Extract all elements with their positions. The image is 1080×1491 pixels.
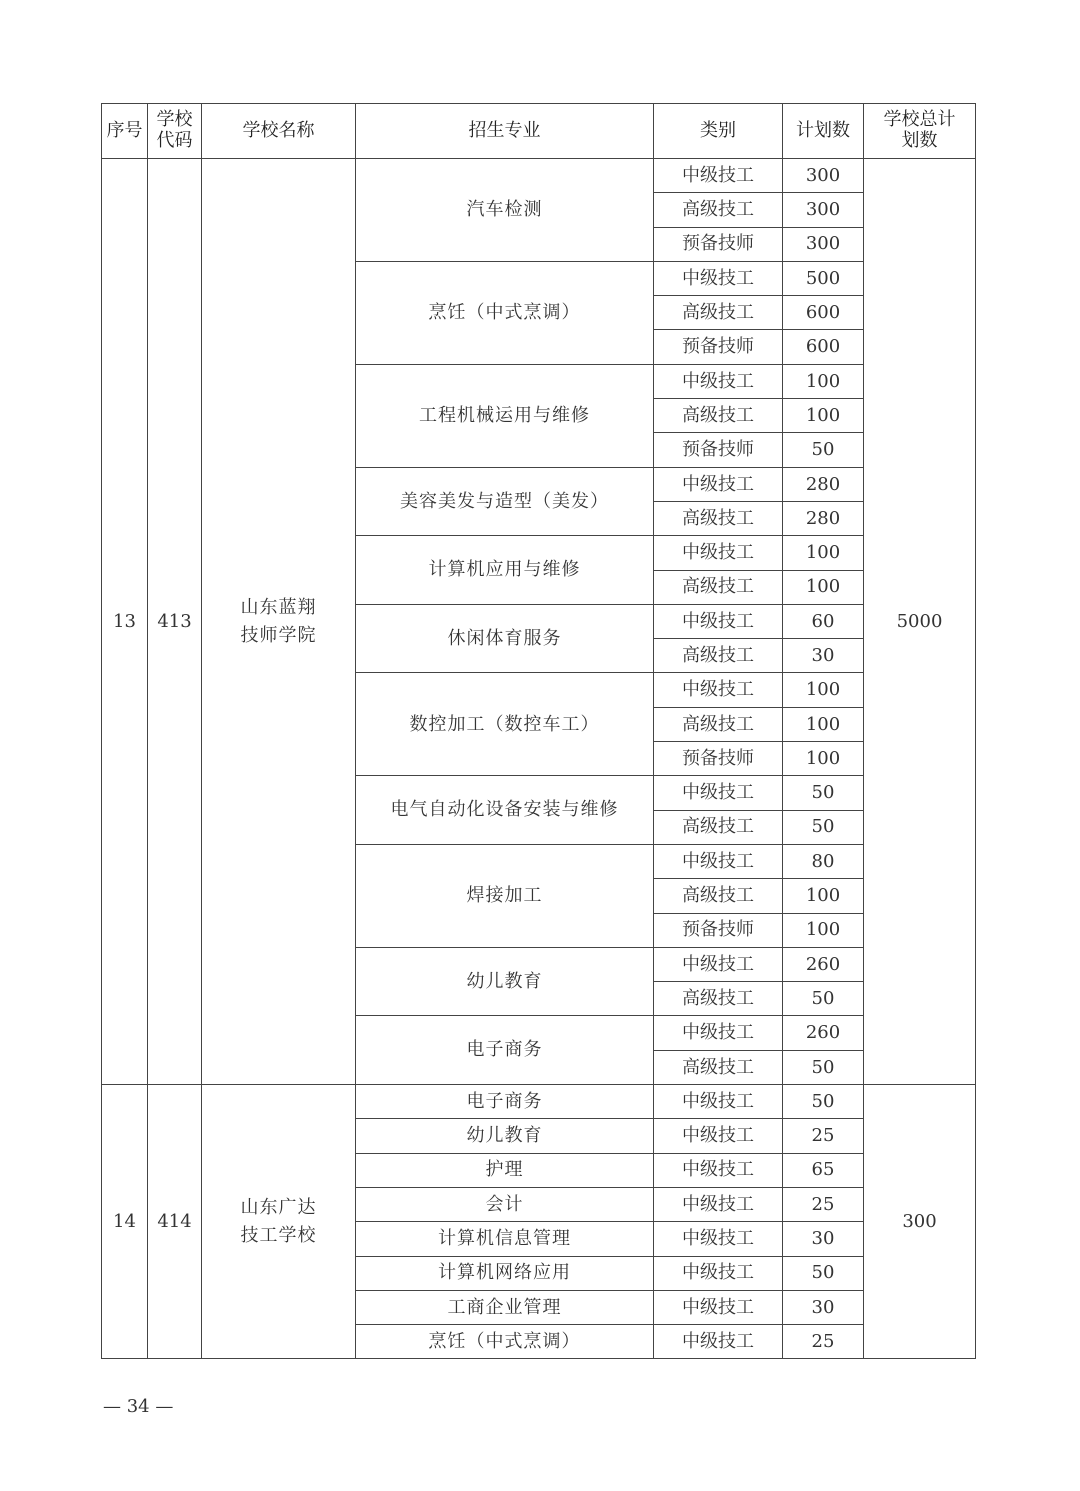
category-cell: 中级技工 <box>654 1085 783 1119</box>
table-row <box>102 1085 976 1119</box>
category-cell: 中级技工 <box>654 1153 783 1187</box>
category-cell: 中级技工 <box>654 1325 783 1359</box>
header-school-code <box>148 104 202 159</box>
category-cell: 中级技工 <box>654 159 783 193</box>
category-cell: 预备技师 <box>654 742 783 776</box>
major-cell: 工程机械运用与维修 <box>356 364 654 467</box>
enrollment-plan-table-container <box>101 103 976 1359</box>
category-cell: 预备技师 <box>654 227 783 261</box>
category-cell: 高级技工 <box>654 193 783 227</box>
plan-count-cell: 80 <box>783 844 864 878</box>
plan-count-cell: 50 <box>783 810 864 844</box>
plan-count-cell: 30 <box>783 639 864 673</box>
category-cell: 中级技工 <box>654 1290 783 1324</box>
plan-count-cell: 300 <box>783 193 864 227</box>
plan-count-cell: 100 <box>783 673 864 707</box>
plan-count-cell: 280 <box>783 501 864 535</box>
plan-count-cell: 30 <box>783 1290 864 1324</box>
plan-count-cell: 25 <box>783 1187 864 1221</box>
plan-count-cell: 260 <box>783 947 864 981</box>
major-cell: 数控加工（数控车工） <box>356 673 654 776</box>
school-name-cell <box>202 159 356 1085</box>
major-cell: 幼儿教育 <box>356 947 654 1016</box>
category-cell: 中级技工 <box>654 1222 783 1256</box>
header-seq: 序号 <box>102 104 148 159</box>
category-cell: 中级技工 <box>654 1119 783 1153</box>
plan-count-cell: 300 <box>783 159 864 193</box>
major-cell: 幼儿教育 <box>356 1119 654 1153</box>
major-cell: 汽车检测 <box>356 159 654 262</box>
plan-count-cell: 100 <box>783 742 864 776</box>
page-number: — 34 — <box>103 1396 174 1417</box>
category-cell: 中级技工 <box>654 947 783 981</box>
major-cell: 休闲体育服务 <box>356 604 654 673</box>
major-cell: 电子商务 <box>356 1016 654 1085</box>
category-cell: 高级技工 <box>654 810 783 844</box>
plan-count-cell: 600 <box>783 330 864 364</box>
plan-count-cell: 100 <box>783 399 864 433</box>
major-cell: 会计 <box>356 1187 654 1221</box>
category-cell: 中级技工 <box>654 776 783 810</box>
category-cell: 高级技工 <box>654 982 783 1016</box>
school-name-line-2: 技师学院 <box>240 624 317 646</box>
category-cell: 高级技工 <box>654 879 783 913</box>
category-cell: 高级技工 <box>654 639 783 673</box>
school-name-line-1: 山东广达 <box>240 1196 317 1218</box>
plan-count-cell: 100 <box>783 913 864 947</box>
plan-count-cell: 50 <box>783 1050 864 1084</box>
category-cell: 预备技师 <box>654 433 783 467</box>
table-body <box>102 159 976 1359</box>
school-name-line-1: 山东蓝翔 <box>240 596 317 618</box>
plan-count-cell: 50 <box>783 776 864 810</box>
plan-count-cell: 25 <box>783 1119 864 1153</box>
plan-count-cell: 100 <box>783 570 864 604</box>
school-total-cell: 5000 <box>864 159 976 1085</box>
plan-count-cell: 50 <box>783 433 864 467</box>
major-cell: 计算机应用与维修 <box>356 536 654 605</box>
major-cell: 护理 <box>356 1153 654 1187</box>
category-cell: 中级技工 <box>654 261 783 295</box>
category-cell: 高级技工 <box>654 707 783 741</box>
header-category: 类别 <box>654 104 783 159</box>
major-cell: 烹饪（中式烹调） <box>356 1325 654 1359</box>
category-cell: 中级技工 <box>654 673 783 707</box>
category-cell: 高级技工 <box>654 1050 783 1084</box>
seq-cell: 14 <box>102 1085 148 1359</box>
plan-count-cell: 500 <box>783 261 864 295</box>
category-cell: 高级技工 <box>654 296 783 330</box>
major-cell: 工商企业管理 <box>356 1290 654 1324</box>
category-cell: 预备技师 <box>654 330 783 364</box>
category-cell: 高级技工 <box>654 570 783 604</box>
plan-count-cell: 300 <box>783 227 864 261</box>
plan-count-cell: 600 <box>783 296 864 330</box>
plan-count-cell: 30 <box>783 1222 864 1256</box>
plan-count-cell: 50 <box>783 982 864 1016</box>
header-school-name: 学校名称 <box>202 104 356 159</box>
category-cell: 中级技工 <box>654 1256 783 1290</box>
major-cell: 计算机信息管理 <box>356 1222 654 1256</box>
category-cell: 高级技工 <box>654 501 783 535</box>
plan-count-cell: 60 <box>783 604 864 638</box>
major-cell: 电气自动化设备安装与维修 <box>356 776 654 845</box>
plan-count-cell: 25 <box>783 1325 864 1359</box>
header-row <box>102 104 976 159</box>
header-school-total <box>864 104 976 159</box>
plan-count-cell: 50 <box>783 1085 864 1119</box>
plan-count-cell: 100 <box>783 364 864 398</box>
major-cell: 烹饪（中式烹调） <box>356 261 654 364</box>
school-name-cell <box>202 1085 356 1359</box>
plan-count-cell: 100 <box>783 536 864 570</box>
header-major: 招生专业 <box>356 104 654 159</box>
plan-count-cell: 100 <box>783 879 864 913</box>
major-cell: 美容美发与造型（美发） <box>356 467 654 536</box>
plan-count-cell: 50 <box>783 1256 864 1290</box>
header-school-code-text: 学校代码 <box>156 109 193 151</box>
category-cell: 中级技工 <box>654 536 783 570</box>
enrollment-plan-table <box>101 103 976 1359</box>
category-cell: 中级技工 <box>654 844 783 878</box>
category-cell: 中级技工 <box>654 1187 783 1221</box>
school-code-cell: 413 <box>148 159 202 1085</box>
category-cell: 高级技工 <box>654 399 783 433</box>
plan-count-cell: 260 <box>783 1016 864 1050</box>
major-cell: 电子商务 <box>356 1085 654 1119</box>
plan-count-cell: 280 <box>783 467 864 501</box>
school-total-cell: 300 <box>864 1085 976 1359</box>
category-cell: 中级技工 <box>654 364 783 398</box>
plan-count-cell: 100 <box>783 707 864 741</box>
table-row <box>102 159 976 193</box>
major-cell: 焊接加工 <box>356 844 654 947</box>
category-cell: 预备技师 <box>654 913 783 947</box>
major-cell: 计算机网络应用 <box>356 1256 654 1290</box>
header-school-total-text: 学校总计划数 <box>883 109 956 151</box>
school-name-line-2: 技工学校 <box>240 1224 317 1246</box>
header-plan: 计划数 <box>783 104 864 159</box>
category-cell: 中级技工 <box>654 467 783 501</box>
seq-cell: 13 <box>102 159 148 1085</box>
school-code-cell: 414 <box>148 1085 202 1359</box>
plan-count-cell: 65 <box>783 1153 864 1187</box>
category-cell: 中级技工 <box>654 1016 783 1050</box>
category-cell: 中级技工 <box>654 604 783 638</box>
